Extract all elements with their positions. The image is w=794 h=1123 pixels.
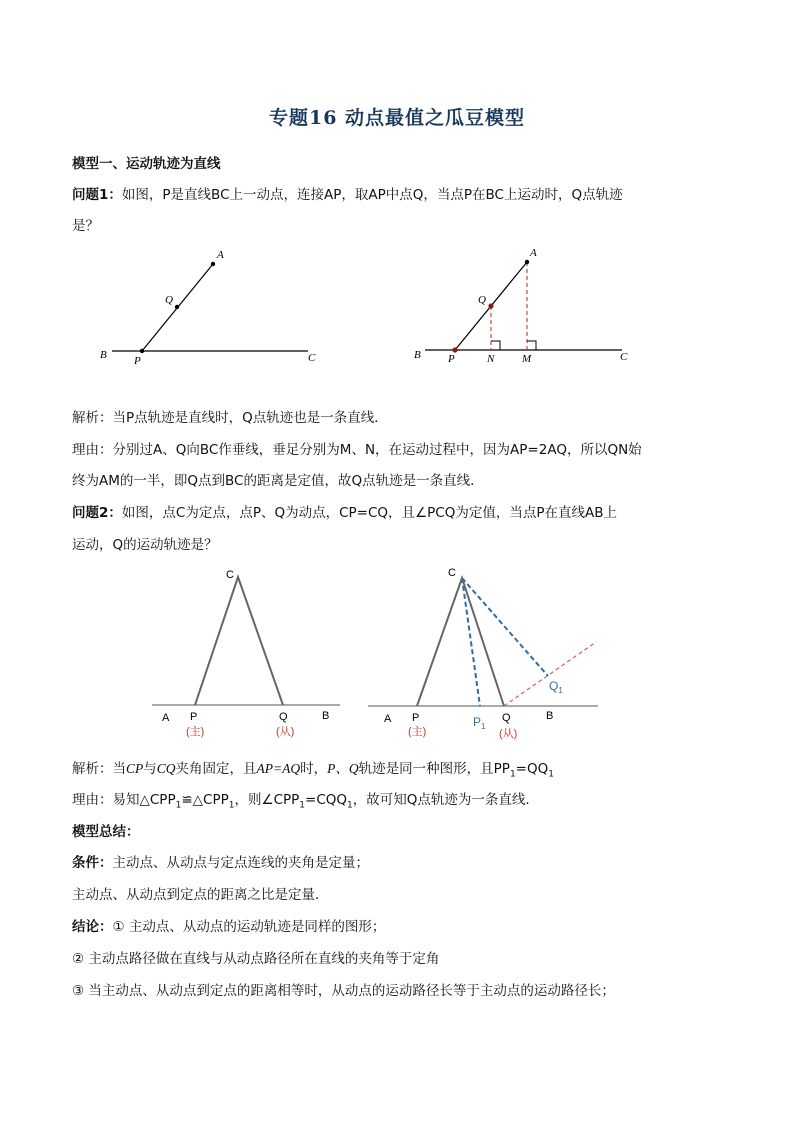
point-label-c: C [448, 567, 456, 579]
point-label-a: A [162, 712, 170, 724]
point-label-m: M [522, 353, 532, 365]
point-label-p: P [412, 712, 420, 724]
point-label-b: B [546, 710, 554, 722]
point-label-a: A [530, 247, 537, 259]
question-1-line-1 [72, 185, 732, 205]
point-label-p1: $P_1$ [473, 715, 486, 731]
point-label-c: C [226, 569, 234, 581]
reason-1-line-2: 终为AM的一半，即Q点到BC的距离是定值，故Q点轨迹是一条直线． [72, 473, 484, 489]
question-2-text: 如图，点C为定点，点P、Q为动点，CP=CQ，且∠PCQ为定值，当点P在直线AB上 [121, 505, 617, 521]
follow-point-tag: (从) [499, 728, 518, 740]
follow-point-tag: (从) [276, 726, 295, 738]
figure-2-right [360, 560, 605, 740]
conclusion-3: ③ 当主动点、从动点到定点的距离相等时，从动点的运动路径长等于主动点的运动路径长； [72, 983, 615, 999]
question-2-line-2: 运动，Q的运动轨迹是？ [72, 537, 218, 553]
reason-2: 理由：易知$\triangle CPP_1≌\triangle CPP_1$，则$\angle CPP_1=CQQ_1$，故可知Q点轨迹为一条直线. [72, 792, 530, 811]
point-label-q: Q [502, 712, 511, 724]
point-label-p: P [190, 711, 198, 723]
condition-label: 条件： [72, 855, 113, 871]
point-label-q: Q [165, 294, 173, 306]
conclusion-1: 结论：① 主动点、从动点的运动轨迹是同样的图形； [72, 919, 386, 935]
analysis-1: 解析：当P点轨迹是直线时，Q点轨迹也是一条直线． [72, 410, 388, 426]
figure-2-left [140, 560, 350, 740]
question-2-label: 问题2： [72, 505, 122, 521]
question-1-text: 如图，P是直线BC上一动点，连接AP，取AP中点Q，当点P在BC上运动时，Q点轨迹 [121, 187, 623, 203]
point-label-p: P [134, 355, 141, 367]
condition-1: 条件：主动点、从动点与定点连线的夹角是定量； [72, 855, 369, 871]
point-label-b: B [414, 349, 421, 361]
main-point-tag: (主) [186, 726, 205, 738]
point-label-p: P [448, 353, 455, 365]
question-1-label: 问题1： [72, 187, 122, 203]
section-heading: 模型一、运动轨迹为直线 [72, 156, 221, 172]
summary-heading: 模型总结： [72, 824, 140, 840]
point-label-n: N [487, 353, 495, 365]
main-point-tag: (主) [408, 726, 427, 738]
question-1-line-2: 是？ [72, 218, 99, 234]
page-title: 专题16 动点最值之瓜豆模型 [268, 107, 526, 129]
point-label-q: Q [478, 294, 486, 306]
point-label-c: C [620, 351, 628, 363]
reason-1-line-1: 理由：分别过A、Q向BC作垂线，垂足分别为M、N，在运动过程中，因为AP=2AQ，所以QN始 [72, 442, 642, 458]
point-label-a: A [384, 713, 392, 725]
question-2-line-1 [72, 503, 732, 523]
point-label-b: B [322, 710, 330, 722]
figure-1-right [405, 240, 645, 375]
point-label-b: B [100, 349, 107, 361]
condition-2: 主动点、从动点到定点的距离之比是定量． [72, 887, 329, 903]
point-label-c: C [308, 352, 316, 364]
point-label-q: Q [279, 711, 288, 723]
point-label-a: A [217, 249, 224, 261]
point-label-q1: $Q_1$ [549, 679, 563, 695]
analysis-2: 解析：当CP与CQ夹角固定，且AP=AQ时，P、Q轨迹是同一种图形，且$PP_1=QQ_1$ [72, 761, 554, 780]
conclusion-2: ② 主动点路径做在直线与从动点路径所在直线的夹角等于定角 [72, 951, 440, 967]
figure-1-left [90, 240, 330, 375]
conclusion-label: 结论： [72, 919, 113, 935]
